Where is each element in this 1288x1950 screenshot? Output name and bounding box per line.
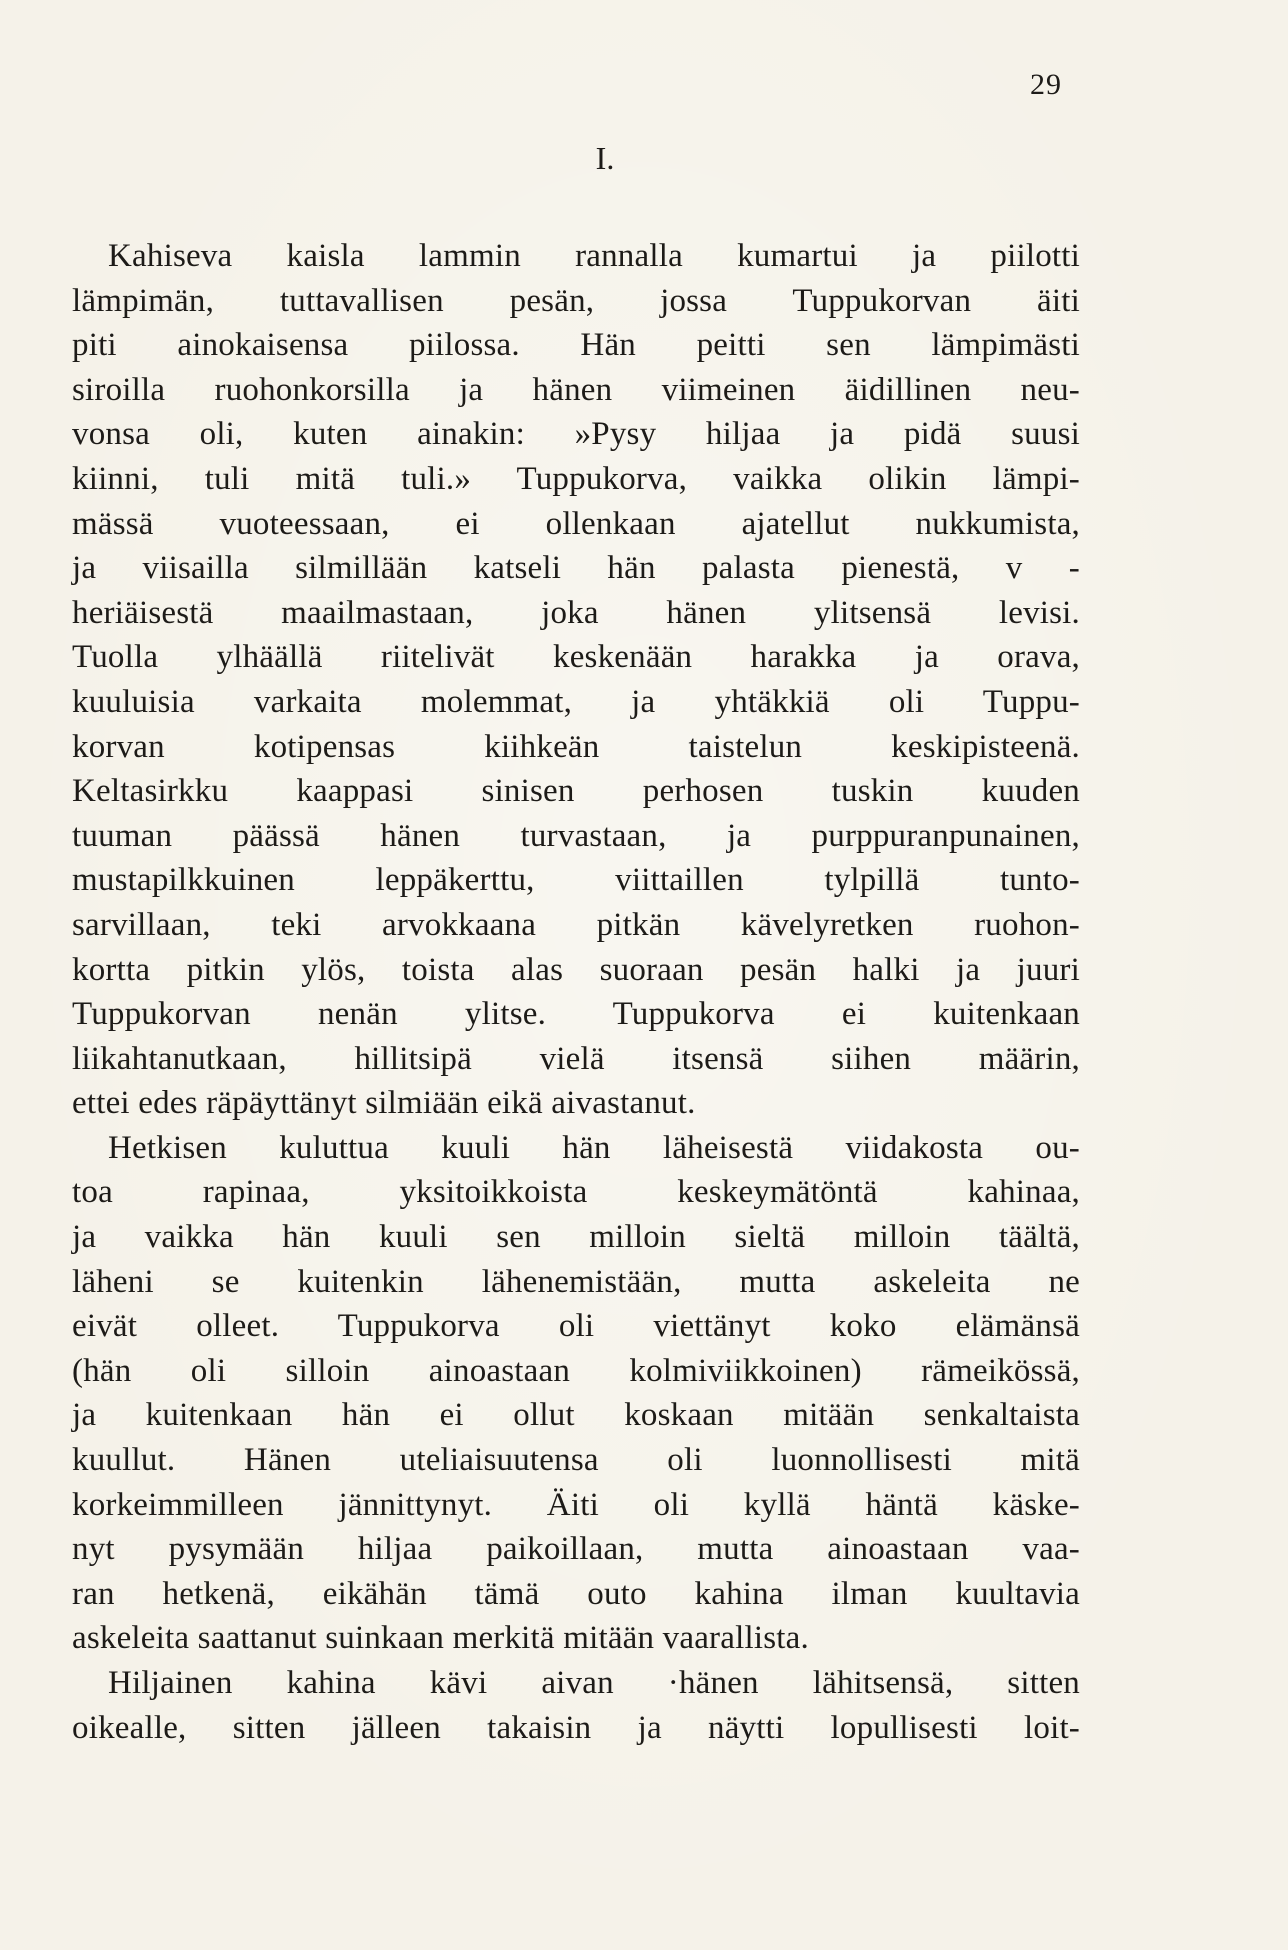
text-line: Tuppukorvan nenän ylitse. Tuppukorva ei kuitenkaan [72,996,1080,1033]
text-line: heriäisestä maailmastaan, joka hänen ylitsensä levisi. [72,594,1080,631]
text-line: mässä vuoteessaan, ei ollenkaan ajatellut nukkumista, [72,505,1080,542]
text-line: tuuman päässä hänen turvastaan, ja purppuranpunainen, [72,817,1080,854]
text-line: ettei edes räpäyttänyt silmiään eikä aivastanut. [72,1085,696,1122]
text-line: eivät olleet. Tuppukorva oli viettänyt koko elämänsä [72,1308,1080,1345]
text-line: siroilla ruohonkorsilla ja hänen viimeinen äidillinen neu- [72,371,1080,408]
text-line: oikealle, sitten jälleen takaisin ja näytti lopullisesti loit- [72,1709,1080,1746]
text-line: liikahtanutkaan, hillitsipä vielä itsensä siihen määrin, [72,1040,1080,1077]
chapter-heading [0,140,1130,177]
text-line: läheni se kuitenkin lähenemistään, mutta askeleita ne [72,1263,1080,1300]
text-line: ran hetkenä, eikähän tämä outo kahina ilman kuultavia [72,1575,1080,1612]
text-line: sarvillaan, teki arvokkaana pitkän kävelyretken ruohon- [72,906,1080,943]
text-line: korkeimmilleen jännittynyt. Äiti oli kyllä häntä käske- [72,1486,1080,1523]
text-line: kuullut. Hänen uteliaisuutensa oli luonnollisesti mitä [72,1442,1080,1479]
text-line: kortta pitkin ylös, toista alas suoraan pesän halki ja juuri [72,951,1080,988]
text-line: ja viisailla silmillään katseli hän palasta pienestä, v - [72,550,1080,587]
text-line: lämpimän, tuttavallisen pesän, jossa Tuppukorvan äiti [72,282,1080,319]
chapter-number: I. [595,140,615,176]
text-line: kiinni, tuli mitä tuli.» Tuppukorva, vaikka olikin lämpi- [72,460,1080,497]
text-line: ja vaikka hän kuuli sen milloin sieltä milloin täältä, [72,1219,1080,1256]
text-line: Hiljainen kahina kävi aivan ·hänen lähitsensä, sitten [108,1665,1080,1701]
page-number: 29 [1030,68,1062,101]
text-line: ja kuitenkaan hän ei ollut koskaan mitään senkaltaista [72,1397,1080,1434]
text-line: kuuluisia varkaita molemmat, ja yhtäkkiä oli Tuppu- [72,683,1080,720]
text-line: (hän oli silloin ainoastaan kolmiviikkoinen) rämeikössä, [72,1352,1080,1389]
text-line: Kahiseva kaisla lammin rannalla kumartui ja piilotti [108,238,1080,274]
text-line: vonsa oli, kuten ainakin: »Pysy hiljaa ja pidä suusi [72,416,1080,453]
text-line: askeleita saattanut suinkaan merkitä mitään vaarallista. [72,1620,809,1657]
body-text [72,234,1080,1750]
text-line: toa rapinaa, yksitoikkoista keskeymätöntä kahinaa, [72,1174,1080,1211]
text-line: korvan kotipensas kiihkeän taistelun keskipisteenä. [72,728,1080,765]
text-line: piti ainokaisensa piilossa. Hän peitti sen lämpimästi [72,327,1080,364]
text-line: Tuolla ylhäällä riitelivät keskenään harakka ja orava, [72,639,1080,676]
text-line: mustapilkkuinen leppäkerttu, viittaillen tylpillä tunto- [72,862,1080,899]
text-line: Hetkisen kuluttua kuuli hän läheisestä viidakosta ou- [108,1129,1080,1166]
text-line: nyt pysymään hiljaa paikoillaan, mutta ainoastaan vaa- [72,1531,1080,1568]
text-line: Keltasirkku kaappasi sinisen perhosen tuskin kuuden [72,773,1080,810]
